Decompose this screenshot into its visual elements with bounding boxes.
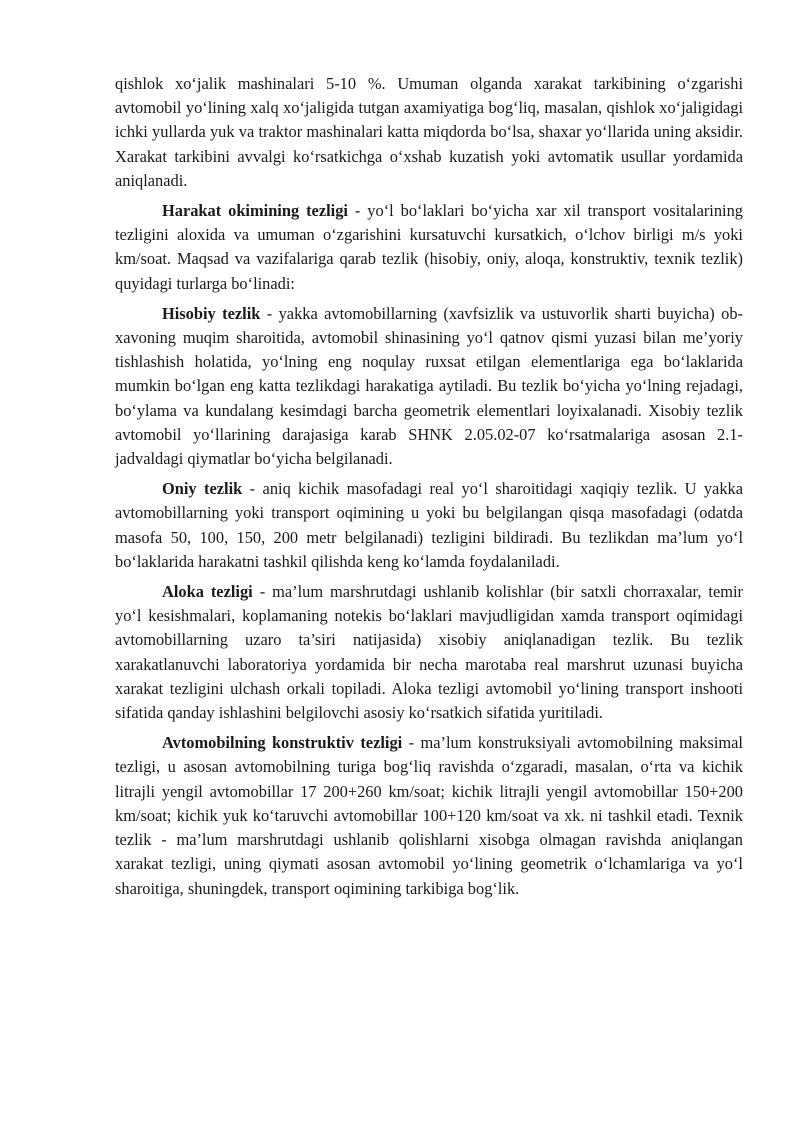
paragraph-term: Aloka tezligi <box>162 582 253 602</box>
paragraph-term: Harakat okimining tezligi <box>162 201 348 221</box>
paragraph-text: - yakka avtomobillarning (xavfsizlik va ustuvorlik sharti buyicha) ob-xavoning muqim sharoitida, avtomobil shinasining yo‘l qatnov qismi yuzasi bilan me’yoriy tishlashish holatida, yo‘lning eng noqulay ruxsat etilgan elementlariga ega bo‘laklarida mumkin bo‘lgan eng katta tezlikdagi harakatiga aytiladi. Bu tezlik bo‘yicha yo‘lning rejadagi, bo‘ylama va kundalang kesimdagi barcha geometrik elementlari loyixalanadi. Xisobiy tezlik avtomobil yo‘llarining darajasiga karab SHNK 2.05.02-07 ko‘rsatmalariga asosan 2.1-jadvaldagi qiymatlar bo‘yicha belgilanadi. <box>115 303 744 469</box>
paragraph-text: qishlok xo‘jalik mashinalari 5-10 %. Umuman olganda xarakat tarkibining o‘zgarishi avtomobil yo‘lining xalq xo‘jaligida tutgan axamiyatiga bog‘liq, masalan, qishlok xo‘jaligidagi ichki yullarda yuk va traktor mashinalari katta miqdorda bo‘lsa, shaxar yo‘llarida uning aksidir. Xarakat tarkibini avvalgi ko‘rsatkichga o‘xshab kuzatish yoki avtomatik usullar yordamida aniqlanadi. <box>115 74 743 190</box>
paragraph-traffic-composition <box>115 72 743 193</box>
paragraph-term: Oniy tezlik <box>162 479 243 499</box>
paragraph-link-speed <box>115 580 743 725</box>
paragraph-text: - aniq kichik masofadagi real yo‘l sharoitidagi xaqiqiy tezlik. U yakka avtomobillarning yoki transport oqimining u yoki bu belgilangan qisqa masofadagi (odatda masofa 50, 100, 150, 200 metr belgilanadi) tezligini bildiradi. Bu tezlikdan ma’lum yo‘l bo‘laklarida harakatni tashkil qilishda keng ko‘lamda foydalaniladi. <box>115 479 743 571</box>
paragraph-text: - ma’lum marshrutdagi ushlanib kolishlar (bir satxli chorraxalar, temir yo‘l kesishmalari, koplamaning notekis bo‘laklari mavjudligidan xamda transport oqimidagi avtomobillarning uzaro ta’siri natijasida) xisobiy aniqlanadigan tezlik. Bu tezlik xarakatlanuvchi laboratoriya yordamida bir necha marotaba real marshrut uzunasi buyicha xarakat tezligini ulchash orkali topiladi. Aloka tezligi avtomobil yo‘lining transport inshooti sifatida qanday ishlashini belgilovchi asosiy ko‘rsatkich sifatida yuritiladi. <box>115 582 743 723</box>
paragraph-text: - ma’lum konstruksiyali avtomobilning maksimal tezligi, u asosan avtomobilning turiga bog‘liq ravishda o‘zgaradi, masalan, o‘rta va kichik litrajli yengil avtomobillar 17 200+260 km/soat; kichik litrajli yengil avtomobillar 150+200 km/soat; kichik yuk ko‘taruvchi avtomobillar 100+120 km/soat va xk. ni tashkil etadi. Texnik tezlik - ma’lum marshrutdagi ushlanib qolishlarni xisobga olmagan ravishda aniqlangan xarakat tezligi, uning qiymati asosan avtomobil yo‘lining geometrik o‘lchamlariga va yo‘l sharoitiga, shuningdek, transport oqimining tarkibiga bog‘lik. <box>115 733 743 898</box>
paragraph-text: - yo‘l bo‘laklari bo‘yicha xar xil transport vositalarining tezligini aloxida va umuman o‘zgarishini kursatuvchi kursatkich, o‘lchov birligi m/s yoki km/soat. Maqsad va vazifalariga qarab tezlik (hisobiy, oniy, aloqa, konstruktiv, texnik tezlik) quyidagi turlarga bo‘linadi: <box>115 201 743 293</box>
document-page <box>115 72 743 907</box>
paragraph-flow-speed <box>115 199 743 296</box>
paragraph-instant-speed <box>115 477 743 574</box>
paragraph-term: Hisobiy tezlik <box>162 303 261 323</box>
paragraph-term: Avtomobilning konstruktiv tezligi <box>162 733 403 753</box>
paragraph-constructive-speed <box>115 731 743 900</box>
paragraph-design-speed <box>115 302 743 471</box>
